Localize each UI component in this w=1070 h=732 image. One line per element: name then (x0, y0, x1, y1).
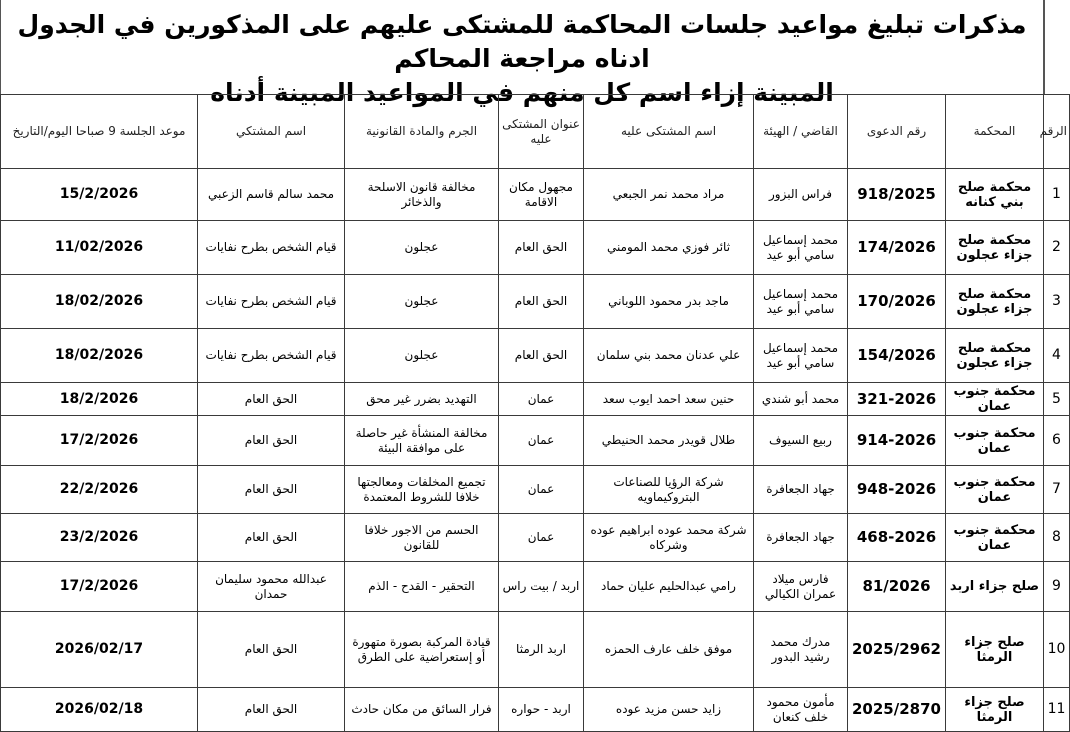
cell-defendant: علي عدنان محمد بني سلمان (584, 329, 754, 383)
table-row (1, 221, 1070, 275)
header-num: الرقم (1044, 95, 1070, 169)
cell-num: 11 (1044, 688, 1070, 732)
cell-case-number: 170/2026 (848, 275, 946, 329)
cell-defendant: شركة الرؤيا للصناعات البتروكيماويه (584, 466, 754, 514)
table-header-row (1, 95, 1070, 169)
cell-complainant: الحق العام (198, 688, 345, 732)
table-row (1, 688, 1070, 732)
cell-crime: التهديد بضرر غير محق (345, 383, 499, 416)
cell-case-number: 468-2026 (848, 514, 946, 562)
cell-judge: محمد أبو شندي (754, 383, 848, 416)
cell-crime: تجميع المخلفات ومعالجتها خلافا للشروط المعتمدة (345, 466, 499, 514)
cell-complainant: الحق العام (198, 514, 345, 562)
title-edge-divider (1044, 0, 1045, 94)
header-judge: القاضي / الهيئة (754, 95, 848, 169)
cell-crime: عجلون (345, 329, 499, 383)
cell-crime: مخالفة قانون الاسلحة والذخائر (345, 169, 499, 221)
cell-date: 18/02/2026 (1, 275, 198, 329)
cell-date: 18/02/2026 (1, 329, 198, 383)
cell-defendant: زايد حسن مزيد عوده (584, 688, 754, 732)
cell-judge: محمد إسماعيل سامي أبو عيد (754, 329, 848, 383)
cell-complainant: الحق العام (198, 416, 345, 466)
cell-complainant: عبدالله محمود سليمان حمدان (198, 562, 345, 612)
cell-address: اربد / بيت راس (499, 562, 584, 612)
cell-crime: التحقير - القدح - الذم (345, 562, 499, 612)
cell-defendant: مراد محمد نمر الجبعي (584, 169, 754, 221)
table-row (1, 466, 1070, 514)
cell-address: عمان (499, 466, 584, 514)
cell-num: 9 (1044, 562, 1070, 612)
cell-address: الحق العام (499, 221, 584, 275)
cell-case-number: 914-2026 (848, 416, 946, 466)
cell-case-number: 948-2026 (848, 466, 946, 514)
header-crime: الجرم والمادة القانونية (345, 95, 499, 169)
cell-date: 2026/02/17 (1, 612, 198, 688)
cell-num: 7 (1044, 466, 1070, 514)
cell-date: 2026/02/18 (1, 688, 198, 732)
cell-court: صلح جزاء الرمثا (946, 612, 1044, 688)
cell-judge: ربيع السيوف (754, 416, 848, 466)
cell-case-number: 2025/2962 (848, 612, 946, 688)
cell-court: محكمة جنوب عمان (946, 383, 1044, 416)
cell-case-number: 321-2026 (848, 383, 946, 416)
cell-court: صلح جزاء اربد (946, 562, 1044, 612)
hearings-table (0, 94, 1070, 732)
cell-judge: مدرك محمد رشيد البدور (754, 612, 848, 688)
cell-date: 23/2/2026 (1, 514, 198, 562)
cell-date: 11/02/2026 (1, 221, 198, 275)
cell-court: محكمة صلح جزاء عجلون (946, 329, 1044, 383)
cell-case-number: 2025/2870 (848, 688, 946, 732)
cell-crime: فرار السائق من مكان حادث (345, 688, 499, 732)
cell-judge: محمد إسماعيل سامي أبو عيد (754, 221, 848, 275)
cell-case-number: 154/2026 (848, 329, 946, 383)
header-date: موعد الجلسة 9 صباحا اليوم/التاريخ (1, 95, 198, 169)
cell-num: 8 (1044, 514, 1070, 562)
cell-defendant: ثائر فوزي محمد المومني (584, 221, 754, 275)
cell-crime: عجلون (345, 221, 499, 275)
cell-defendant: طلال قويدر محمد الحنيطي (584, 416, 754, 466)
cell-date: 18/2/2026 (1, 383, 198, 416)
cell-complainant: الحق العام (198, 466, 345, 514)
title-line-1: مذكرات تبليغ مواعيد جلسات المحاكمة للمشتكى عليهم على المذكورين في الجدول ادناه مراجعة المحاكم (17, 10, 1027, 73)
header-address: عنوان المشتكى عليه (499, 95, 584, 169)
cell-complainant: الحق العام (198, 612, 345, 688)
cell-date: 15/2/2026 (1, 169, 198, 221)
cell-address: عمان (499, 416, 584, 466)
cell-defendant: رامي عبدالحليم عليان حماد (584, 562, 754, 612)
header-defendant: اسم المشتكى عليه (584, 95, 754, 169)
table-row (1, 169, 1070, 221)
cell-defendant: شركة محمد عوده ابراهيم عوده وشركاه (584, 514, 754, 562)
cell-crime: الحسم من الاجور خلافا للقانون (345, 514, 499, 562)
cell-complainant: قيام الشخص بطرح نفايات (198, 275, 345, 329)
table-row (1, 514, 1070, 562)
cell-date: 17/2/2026 (1, 562, 198, 612)
cell-defendant: ماجد بدر محمود اللوباني (584, 275, 754, 329)
table-row (1, 416, 1070, 466)
cell-defendant: موفق خلف عارف الحمزه (584, 612, 754, 688)
document-title (0, 0, 1044, 107)
cell-judge: جهاد الجعافرة (754, 466, 848, 514)
cell-case-number: 918/2025 (848, 169, 946, 221)
cell-num: 1 (1044, 169, 1070, 221)
cell-judge: مأمون محمود خلف كنعان (754, 688, 848, 732)
cell-defendant: حنين سعد احمد ايوب سعد (584, 383, 754, 416)
cell-num: 6 (1044, 416, 1070, 466)
cell-complainant: قيام الشخص بطرح نفايات (198, 221, 345, 275)
header-case: رقم الدعوى (848, 95, 946, 169)
cell-num: 3 (1044, 275, 1070, 329)
cell-court: محكمة جنوب عمان (946, 514, 1044, 562)
cell-address: الحق العام (499, 275, 584, 329)
cell-case-number: 174/2026 (848, 221, 946, 275)
cell-date: 22/2/2026 (1, 466, 198, 514)
cell-judge: محمد إسماعيل سامي أبو عيد (754, 275, 848, 329)
header-court: المحكمة (946, 95, 1044, 169)
cell-num: 2 (1044, 221, 1070, 275)
cell-address: اربد الرمثا (499, 612, 584, 688)
cell-case-number: 81/2026 (848, 562, 946, 612)
cell-judge: جهاد الجعافرة (754, 514, 848, 562)
cell-num: 4 (1044, 329, 1070, 383)
cell-address: مجهول مكان الاقامة (499, 169, 584, 221)
cell-date: 17/2/2026 (1, 416, 198, 466)
table-row (1, 329, 1070, 383)
cell-address: عمان (499, 383, 584, 416)
cell-crime: مخالفة المنشأة غير حاصلة على موافقة البيئة (345, 416, 499, 466)
cell-court: محكمة جنوب عمان (946, 466, 1044, 514)
cell-court: محكمة صلح جزاء عجلون (946, 275, 1044, 329)
cell-judge: فراس البزور (754, 169, 848, 221)
cell-num: 5 (1044, 383, 1070, 416)
cell-court: محكمة جنوب عمان (946, 416, 1044, 466)
cell-crime: عجلون (345, 275, 499, 329)
cell-court: محكمة صلح بني كنانه (946, 169, 1044, 221)
cell-address: اربد - حواره (499, 688, 584, 732)
cell-complainant: قيام الشخص بطرح نفايات (198, 329, 345, 383)
cell-complainant: الحق العام (198, 383, 345, 416)
header-complainant: اسم المشتكي (198, 95, 345, 169)
table-row (1, 275, 1070, 329)
cell-judge: فارس ميلاد عمران الكيالي (754, 562, 848, 612)
cell-court: صلح جزاء الرمثا (946, 688, 1044, 732)
table-row (1, 383, 1070, 416)
table-row (1, 562, 1070, 612)
cell-address: عمان (499, 514, 584, 562)
cell-complainant: محمد سالم قاسم الزعبي (198, 169, 345, 221)
title-line-2: المبينة إزاء اسم كل منهم في المواعيد المبينة أدناه (210, 78, 834, 107)
table-row (1, 612, 1070, 688)
cell-court: محكمة صلح جزاء عجلون (946, 221, 1044, 275)
cell-crime: قيادة المركبة بصورة متهورة أو إستعراضية على الطرق (345, 612, 499, 688)
cell-address: الحق العام (499, 329, 584, 383)
cell-num: 10 (1044, 612, 1070, 688)
